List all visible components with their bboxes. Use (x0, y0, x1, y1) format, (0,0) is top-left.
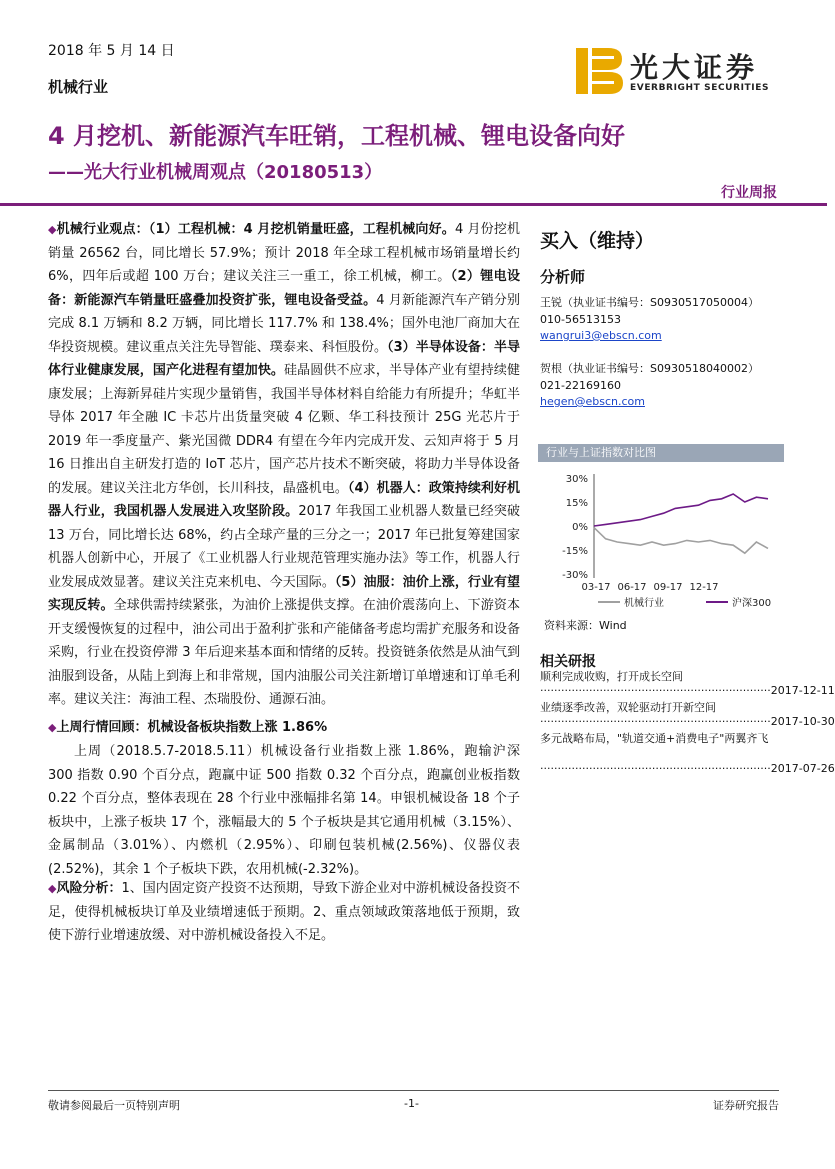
y-tick-label: -15% (562, 546, 588, 557)
related-reports-heading: 相关研报 (540, 654, 596, 670)
chart-source: 资料来源：Wind (544, 619, 627, 632)
semiconductor-lead: （3）半导体设备：半导体行业健康发展，国产化进程有望加快。 (48, 339, 520, 378)
weekly-review-title: 上周行情回顾：机械设备板块指数上涨 1.86% (56, 720, 328, 735)
y-tick-label: 30% (565, 474, 588, 485)
oil-service-text: 全球供需持续紧张，为油价上涨提供支撑。在油价震荡向上、下游资本开支缓慢恢复的过程中，油公司出于盈利扩张和产能储备考虑均需扩充服务和设备采购，行业在投资停滞 3 年后迎来基本面和情绪的反转。投资链条依然是从油气到油服到设备，从陆上到海上和非常规，国内油服公司关注新增订单增速和订单毛利率。建议关注：海油工程、杰瑞股份、通源石油。 (48, 598, 520, 707)
related-report-3-date: ··································································2017-07-26 (540, 762, 835, 775)
diamond-bullet-icon: ◆ (48, 882, 57, 895)
series-line-1 (594, 494, 768, 526)
industry-views-paragraph (48, 218, 520, 712)
diamond-bullet-icon: ◆ (48, 721, 57, 734)
related-report-2[interactable]: 业绩逐季改善，双轮驱动打开新空间 (540, 701, 716, 714)
lithium-text: 4 月新能源汽车产销分别完成 8.1 万辆和 8.2 万辆，同比增长 117.7% 和 138.4%；国外电池厂商加大在华投资规模。建议重点关注先导智能、璞泰来、科恒股份。 (48, 292, 520, 355)
legend-label-1: 沪深300 (732, 598, 772, 609)
robot-text: 2017 年我国工业机器人数量已经突破 13 万台，同比增长达 68%，约占全球产量的三分之一；2017 年已批复筹建国家机器人创新中心，开展了《工业机器人行业规范管理实施办法》等工作，机器人行业发展成效显著。建议关注克来机电、今天国际。 (48, 504, 520, 590)
robot-lead: （4）机器人：政策持续利好机器人行业，我国机器人发展进入攻坚阶段。 (48, 480, 520, 519)
x-tick-label: 12-17 (689, 582, 719, 593)
header-divider (0, 203, 827, 206)
page-number: -1- (404, 1097, 419, 1110)
diamond-bullet-icon: ◆ (48, 223, 57, 236)
related-report-1-date: ··································································2017-12-11 (540, 684, 835, 697)
report-type: 行业周报 (721, 185, 777, 201)
risk-text: 1、国内固定资产投资不达预期，导致下游企业对中游机械设备投资不足，使得机械板块订单及业绩增速低于预期。2、重点领域政策落地低于预期，致使下游行业增速放缓、对中游机械设备投入不足。 (48, 881, 520, 943)
excavator-text: 4 月份挖机销量 26562 台，同比增长 57.9%；预计 2018 年全球工程机械市场销量增长约 6%，四年后或超 100 万台；建议关注三一重工，徐工机械，柳工。 (48, 222, 521, 284)
analyst-2-name: 贺根（执业证书编号：S0930518040002） (540, 362, 759, 375)
oil-service-lead: （5）油服：油价上涨，行业有望实现反转。 (48, 574, 520, 613)
lithium-lead: （2）锂电设备：新能源汽车销量旺盛叠加投资扩张，锂电设备受益。 (48, 269, 520, 308)
legend-label-0: 机械行业 (624, 598, 664, 609)
weekly-review-paragraph: 上周（2018.5.7-2018.5.11）机械设备行业指数上涨 1.86%，跑输沪深 300 指数 0.90 个百分点，跑赢中证 500 指数 0.32 个百分点，跑赢创业板指数 0.22 个百分点，整体表现在 28 个行业中涨幅排名第 14。申银机械设备 18 个子板块中，上涨子板块 17 个，涨幅最大的 5 个子板块是其它通用机械（3.15%）、金属制品（3.01%）、内燃机（2.95%）、印刷包装机械(2.56%)、仪器仪表(2.52%)，其余 1 个子板块下跌，农用机械(-2.32%)。 (48, 744, 520, 877)
analyst-1-email[interactable]: wangrui3@ebscn.com (540, 329, 662, 342)
x-tick-label: 09-17 (653, 582, 683, 593)
footer-report-label: 证券研究报告 (713, 1099, 779, 1112)
semiconductor-text: 硅晶圆供不应求，半导体产业有望持续健康发展；上海新昇硅片实现少量销售，我国半导体材料自给能力有所提升；华虹半导体 2017 年全融 IC 卡芯片出货量突破 4 亿颗、华工科技预计 25G 光芯片于 2019 年一季度量产、紫光国微 DDR4 有望在今年内完成开发、云知声将于 5 月 16 日推出自主研发打造的 IoT 芯片，国产芯片技术不断突破，将助力半导体设备的发展。建议关注北方华创，长川科技，晶盛机电。 (48, 363, 520, 496)
footer-divider (48, 1090, 779, 1091)
series-line-0 (594, 528, 768, 554)
footer-disclaimer: 敬请参阅最后一页特别声明 (48, 1099, 180, 1112)
analyst-1-name: 王锐（执业证书编号：S0930517050004） (540, 296, 759, 309)
risk-lead: 风险分析： (56, 881, 122, 896)
rating: 买入（维持） (540, 230, 655, 252)
logo-english-name: EVERBRIGHT SECURITIES (630, 83, 770, 93)
chart-title: 行业与上证指数对比图 (538, 444, 784, 462)
analyst-2-phone: 021-22169160 (540, 379, 621, 392)
company-logo (574, 46, 779, 98)
analyst-2-email[interactable]: hegen@ebscn.com (540, 395, 645, 408)
risk-analysis-paragraph (48, 877, 520, 948)
analyst-heading: 分析师 (540, 268, 586, 286)
x-tick-label: 03-17 (581, 582, 611, 593)
y-tick-label: 0% (572, 522, 588, 533)
x-tick-label: 06-17 (617, 582, 647, 593)
weekly-review-heading (48, 716, 520, 740)
views-lead: 机械行业观点：（1）工程机械：4 月挖机销量旺盛，工程机械向好。 (56, 222, 455, 237)
related-report-2-date: ··································································2017-10-30 (540, 715, 835, 728)
report-subtitle: ——光大行业机械周观点（20180513） (48, 162, 383, 183)
related-report-1[interactable]: 顺利完成收购，打开成长空间 (540, 670, 683, 683)
y-tick-label: -30% (562, 570, 588, 581)
report-title: 4 月挖机、新能源汽车旺销，工程机械、锂电设备向好 (48, 122, 626, 150)
logo-mark-icon (574, 48, 624, 94)
report-date: 2018 年 5 月 14 日 (48, 43, 175, 59)
logo-chinese-name: 光大证券 (630, 51, 759, 84)
y-tick-label: 15% (565, 498, 588, 509)
related-report-3[interactable]: 多元战略布局，"轨道交通+消费电子"两翼齐飞 (540, 732, 769, 745)
industry-label: 机械行业 (48, 78, 109, 96)
analyst-1-phone: 010-56513153 (540, 313, 621, 326)
comparison-chart (538, 466, 788, 616)
